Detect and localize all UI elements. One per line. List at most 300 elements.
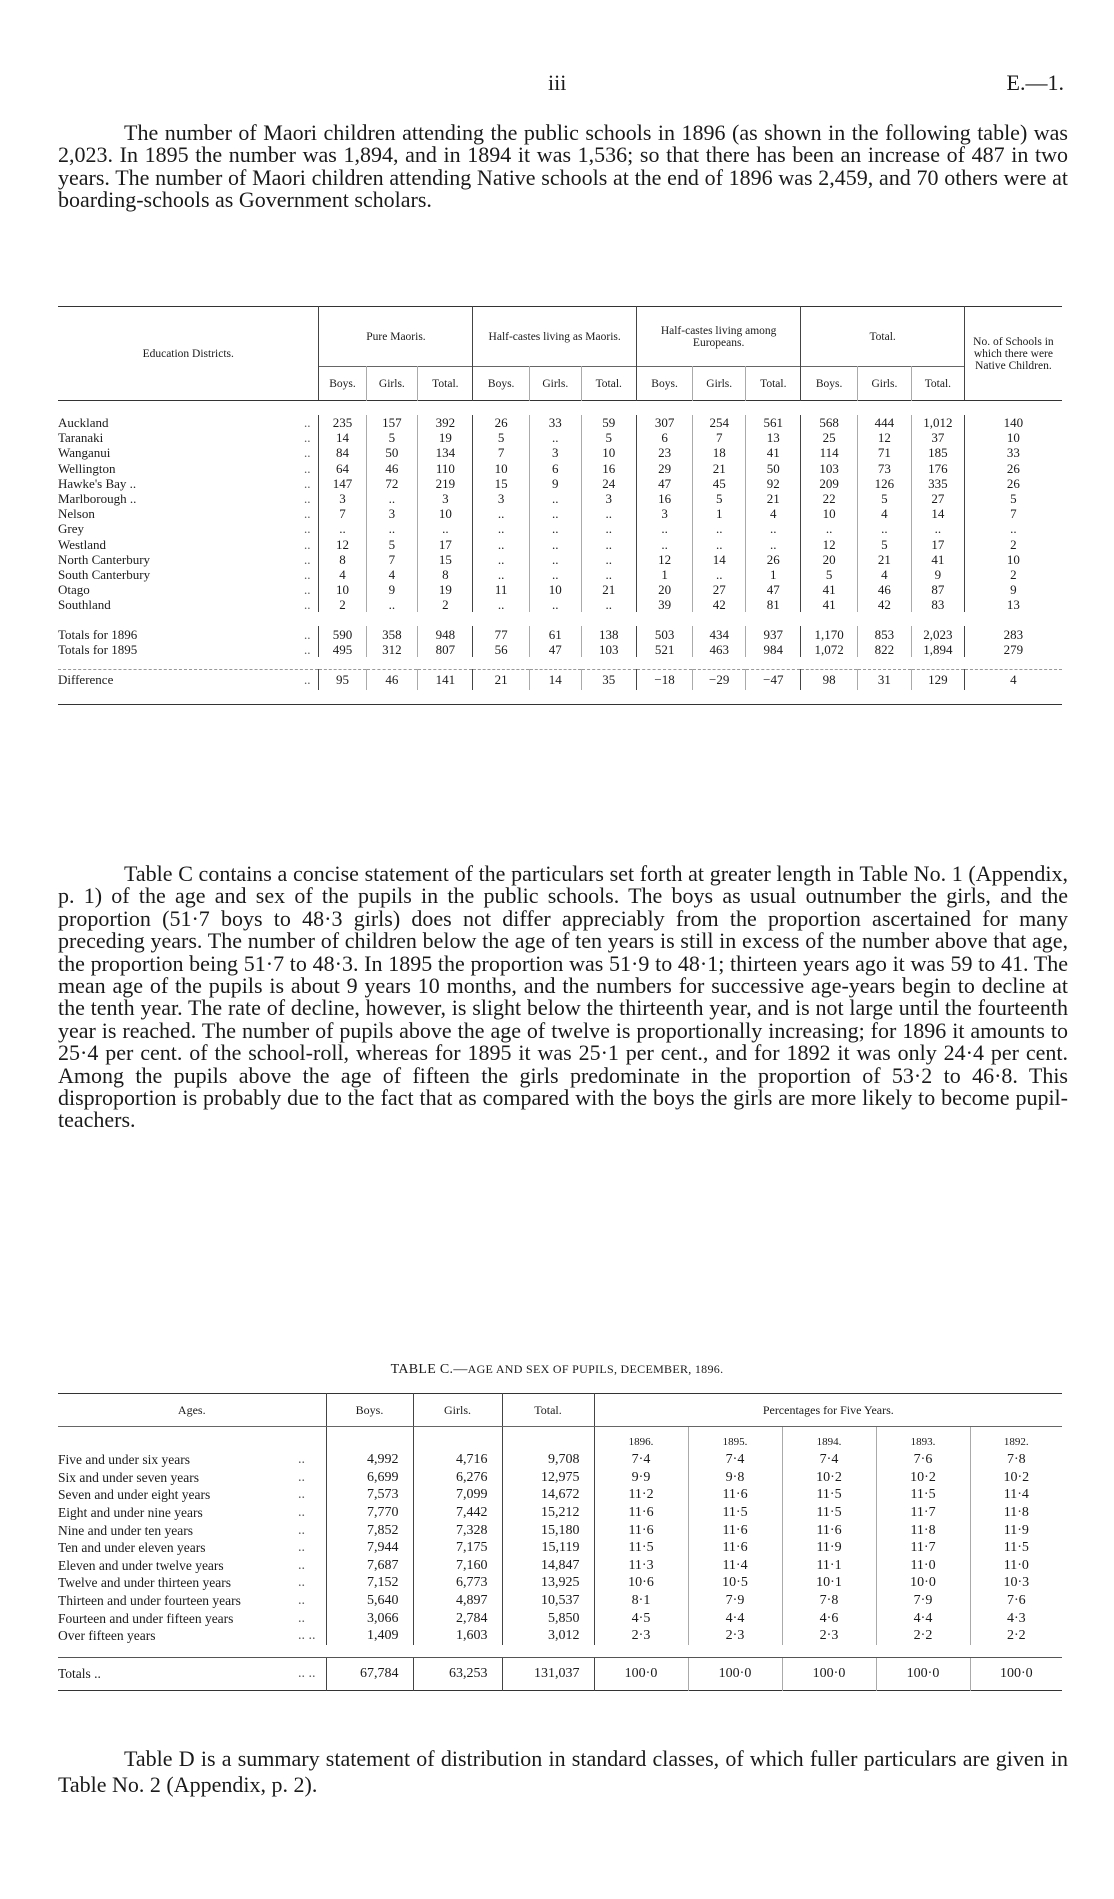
- cell: ..: [911, 521, 964, 536]
- cell: 14: [319, 430, 366, 445]
- boys-value: 7,770: [326, 1504, 413, 1522]
- table-row: [58, 1557, 1062, 1575]
- table-row: [58, 1609, 1062, 1627]
- cell: 235: [319, 415, 366, 430]
- paragraph-table-c-summary: Table C contains a concise statement of the particulars set forth at greater length in Table No. 1 (Appendix, p. 1) of the age and sex of the pupils in the public schools. The boys as usual outnumber the girls, and the proportion (51·7 boys to 48·3 girls) does not differ appreciably from the proportion ascertained for many preceding years. The number of children below the age of ten years is still in excess of the number above that age, the proportion being 51·7 to 48·3. In 1895 the proportion was 51·9 to 48·1; thirteen years ago it was 59 to 41. The mean age of the pupils is about 9 years 10 months, and the numbers for successive age-years begin to decline at the tenth year. The rate of decline, however, is slight below the thirteenth year, and is not large until the fourteenth year is reached. The number of pupils above the age of twelve is proportionally increasing; for 1896 it amounts to 25·4 per cent. of the school-roll, whereas for 1895 it was 25·1 per cent., and for 1892 it was only 24·4 per cent. Among the pupils above the age of fifteen the girls predominate in the proportion of 53·2 to 46·8. This disproportion is probably due to the fact that as compared with the boys the girls are more likely to become pupil-teachers.: [58, 861, 1068, 1133]
- cell: 219: [418, 476, 473, 491]
- district-name: Difference: [58, 672, 114, 688]
- leader-dots: ..: [303, 445, 311, 461]
- percentage-value: 7·4: [782, 1451, 876, 1469]
- boys-value: 3,066: [326, 1609, 413, 1627]
- cell: ..: [529, 552, 581, 567]
- year-label: 1894.: [782, 1427, 876, 1452]
- cell: 7: [319, 506, 366, 521]
- percentage-value: 11·6: [594, 1521, 688, 1539]
- table-c-caption: [0, 1362, 1114, 1378]
- cell: 50: [746, 461, 801, 476]
- cell: 4: [366, 567, 418, 582]
- age-label: Eleven and under twelve years: [58, 1557, 224, 1573]
- subheader-boys: Boys.: [636, 367, 692, 401]
- table-row: [58, 552, 1062, 567]
- cell: 18: [693, 445, 746, 460]
- cell: 14: [911, 506, 964, 521]
- cell: 1: [693, 506, 746, 521]
- cell: 59: [581, 415, 636, 430]
- cell: 2,023: [911, 626, 964, 641]
- girls-value: 1,603: [413, 1627, 502, 1645]
- cell: 948: [418, 626, 473, 641]
- cell: 10: [473, 461, 529, 476]
- cell: 503: [636, 626, 692, 641]
- difference-row: [58, 669, 1062, 690]
- leader-dots: ..: [303, 491, 311, 507]
- cell: 42: [857, 597, 911, 612]
- cell: ..: [366, 597, 418, 612]
- percentage-value: 2·3: [594, 1627, 688, 1645]
- percentage-value: 10·6: [594, 1574, 688, 1592]
- girls-value: 4,716: [413, 1451, 502, 1469]
- cell: ..: [581, 552, 636, 567]
- cell: 2: [319, 597, 366, 612]
- percentage-value: 11·9: [782, 1539, 876, 1557]
- cell: ..: [581, 567, 636, 582]
- leader-dots: ..: [298, 1505, 305, 1521]
- cell: 937: [746, 626, 801, 641]
- cell: 92: [746, 476, 801, 491]
- cell: 12: [319, 537, 366, 552]
- cell: 822: [857, 642, 911, 657]
- cell: 3: [636, 506, 692, 521]
- percentage-value: 7·4: [594, 1451, 688, 1469]
- percentage-value: 4·3: [970, 1609, 1062, 1627]
- percentage-value: 8·1: [594, 1592, 688, 1610]
- cell: 21: [857, 552, 911, 567]
- total-value: 14,847: [502, 1557, 594, 1575]
- col-education-districts: Education Districts.: [58, 307, 319, 401]
- table-row: [58, 1539, 1062, 1557]
- year-label: 1895.: [688, 1427, 782, 1452]
- age-label: Five and under six years: [58, 1452, 190, 1468]
- age-label: Twelve and under thirteen years: [58, 1575, 231, 1591]
- percentage-value: 9·8: [688, 1469, 782, 1487]
- percentage-value: 11·1: [782, 1557, 876, 1575]
- cell: 176: [911, 461, 964, 476]
- percentage-value: 11·4: [688, 1557, 782, 1575]
- percentage-value: 100·0: [688, 1657, 782, 1690]
- caption-title: AGE AND SEX OF PUPILS, DECEMBER, 1896.: [467, 1362, 724, 1376]
- cell: 19: [418, 582, 473, 597]
- cell: 9: [964, 582, 1062, 597]
- percentage-value: 11·6: [688, 1486, 782, 1504]
- year-label: 1896.: [594, 1427, 688, 1452]
- percentage-value: 10·0: [876, 1574, 970, 1592]
- cell: 41: [801, 582, 857, 597]
- percentage-value: 100·0: [876, 1657, 970, 1690]
- cell: 5: [857, 491, 911, 506]
- table-row: [58, 506, 1062, 521]
- cell: 110: [418, 461, 473, 476]
- subheader-boys: Boys.: [319, 367, 366, 401]
- total-value: 12,975: [502, 1469, 594, 1487]
- cell: 3: [473, 491, 529, 506]
- cell: 10: [319, 582, 366, 597]
- table-row: [58, 537, 1062, 552]
- leader-dots: ..: [303, 506, 311, 522]
- district-name: Totals for 1895: [58, 641, 138, 657]
- leader-dots: ..: [303, 415, 311, 431]
- cell: 10: [529, 582, 581, 597]
- leader-dots: ..: [298, 1487, 305, 1503]
- leader-dots: ..: [303, 597, 311, 613]
- percentage-value: 7·6: [970, 1592, 1062, 1610]
- cell: 5: [801, 567, 857, 582]
- table-row: [58, 582, 1062, 597]
- leader-dots: ..: [303, 626, 311, 642]
- boys-value: 7,573: [326, 1486, 413, 1504]
- percentage-value: 11·5: [782, 1504, 876, 1522]
- cell: 312: [366, 642, 418, 657]
- cell: −29: [693, 669, 746, 690]
- cell: ..: [529, 506, 581, 521]
- cell: 7: [366, 552, 418, 567]
- cell: 7: [473, 445, 529, 460]
- cell: 521: [636, 642, 692, 657]
- group-half-castes-maoris: Half-castes living as Maoris.: [473, 307, 636, 367]
- leader-dots: ..: [303, 551, 311, 567]
- cell: ..: [319, 521, 366, 536]
- cell: ..: [693, 567, 746, 582]
- table-row: [58, 1451, 1062, 1469]
- district-name: Totals for 1896: [58, 626, 138, 642]
- paragraph-table-d: Table D is a summary statement of distribution in standard classes, of which fuller particulars are given in Table No. 2 (Appendix, p. 2).: [58, 1746, 1068, 1797]
- cell: 27: [911, 491, 964, 506]
- percentage-value: 2·2: [876, 1627, 970, 1645]
- boys-value: 67,784: [326, 1657, 413, 1690]
- cell: 4: [964, 669, 1062, 690]
- age-label: Fourteen and under fifteen years: [58, 1610, 234, 1626]
- cell: 434: [693, 626, 746, 641]
- district-name: Westland: [58, 536, 107, 552]
- district-name: South Canterbury: [58, 566, 151, 582]
- cell: 5: [693, 491, 746, 506]
- cell: 4: [857, 506, 911, 521]
- subheader-boys: Boys.: [801, 367, 857, 401]
- percentage-value: 11·2: [594, 1486, 688, 1504]
- percentage-value: 11·5: [594, 1539, 688, 1557]
- table-c-age-and-sex: [58, 1393, 1062, 1691]
- subheader-total: Total.: [581, 367, 636, 401]
- cell: 25: [801, 430, 857, 445]
- leader-dots: ..: [298, 1452, 305, 1468]
- percentage-value: 2·3: [688, 1627, 782, 1645]
- cell: 4: [746, 506, 801, 521]
- percentage-value: 2·3: [782, 1627, 876, 1645]
- cell: 61: [529, 626, 581, 641]
- percentage-value: 7·9: [876, 1592, 970, 1610]
- age-label: Totals ..: [58, 1657, 298, 1690]
- boys-value: 1,409: [326, 1627, 413, 1645]
- cell: 21: [581, 582, 636, 597]
- cell: 35: [581, 669, 636, 690]
- cell: 46: [366, 461, 418, 476]
- cell: 26: [473, 415, 529, 430]
- cell: 12: [636, 552, 692, 567]
- cell: 31: [857, 669, 911, 690]
- col-total: Total.: [502, 1394, 594, 1427]
- district-name: Otago: [58, 582, 90, 598]
- percentage-value: 10·2: [876, 1469, 970, 1487]
- leader-dots: ..: [298, 1610, 305, 1626]
- cell: 279: [964, 642, 1062, 657]
- percentage-value: 11·4: [970, 1486, 1062, 1504]
- total-value: 3,012: [502, 1627, 594, 1645]
- girls-value: 2,784: [413, 1609, 502, 1627]
- cell: 283: [964, 626, 1062, 641]
- cell: 5: [964, 491, 1062, 506]
- percentage-value: 11·6: [688, 1539, 782, 1557]
- cell: 463: [693, 642, 746, 657]
- cell: ..: [529, 537, 581, 552]
- cell: 1,012: [911, 415, 964, 430]
- cell: ..: [529, 597, 581, 612]
- totals-row: [58, 626, 1062, 641]
- cell: 209: [801, 476, 857, 491]
- percentage-value: 4·4: [688, 1609, 782, 1627]
- cell: 984: [746, 642, 801, 657]
- cell: 11: [473, 582, 529, 597]
- cell: ..: [693, 537, 746, 552]
- cell: 21: [473, 669, 529, 690]
- table-row: [58, 430, 1062, 445]
- cell: 37: [911, 430, 964, 445]
- cell: 26: [964, 476, 1062, 491]
- district-name: Hawke's Bay ..: [58, 475, 137, 491]
- cell: 45: [693, 476, 746, 491]
- cell: 8: [319, 552, 366, 567]
- cell: 46: [366, 669, 418, 690]
- col-boys: Boys.: [326, 1394, 413, 1427]
- subheader-boys: Boys.: [473, 367, 529, 401]
- cell: 103: [581, 642, 636, 657]
- cell: 26: [964, 461, 1062, 476]
- cell: ..: [473, 537, 529, 552]
- cell: 72: [366, 476, 418, 491]
- age-label: Over fifteen years: [58, 1628, 156, 1644]
- cell: 14: [693, 552, 746, 567]
- cell: ..: [529, 430, 581, 445]
- cell: 15: [418, 552, 473, 567]
- maori-children-table: [58, 306, 1062, 705]
- district-name: Wanganui: [58, 445, 111, 461]
- cell: 5: [581, 430, 636, 445]
- percentage-value: 11·5: [782, 1486, 876, 1504]
- year-header-row: [58, 1427, 1062, 1452]
- cell: 33: [529, 415, 581, 430]
- district-name: Wellington: [58, 460, 116, 476]
- cell: 21: [693, 461, 746, 476]
- cell: ..: [746, 521, 801, 536]
- cell: ..: [581, 521, 636, 536]
- cell: 19: [418, 430, 473, 445]
- document-reference: E.—1.: [1006, 70, 1064, 95]
- leader-dots: ..: [298, 1522, 305, 1538]
- cell: 3: [418, 491, 473, 506]
- cell: 8: [418, 567, 473, 582]
- cell: ..: [529, 491, 581, 506]
- cell: ..: [366, 521, 418, 536]
- cell: ..: [473, 567, 529, 582]
- year-label: 1892.: [970, 1427, 1062, 1452]
- leader-dots: ..: [303, 566, 311, 582]
- cell: ..: [693, 521, 746, 536]
- cell: 3: [581, 491, 636, 506]
- percentage-value: 11·5: [876, 1486, 970, 1504]
- table-row: [58, 461, 1062, 476]
- percentage-value: 11·0: [876, 1557, 970, 1575]
- total-value: 15,119: [502, 1539, 594, 1557]
- table-row: [58, 491, 1062, 506]
- cell: 392: [418, 415, 473, 430]
- percentage-value: 11·5: [970, 1539, 1062, 1557]
- leader-dots: ..: [298, 1575, 305, 1591]
- cell: 98: [801, 669, 857, 690]
- leader-dots: ..: [298, 1469, 305, 1485]
- cell: −47: [746, 669, 801, 690]
- cell: 4: [319, 567, 366, 582]
- cell: 1,072: [801, 642, 857, 657]
- cell: ..: [581, 537, 636, 552]
- subheader-total: Total.: [418, 367, 473, 401]
- district-name: North Canterbury: [58, 551, 151, 567]
- percentage-value: 10·2: [782, 1469, 876, 1487]
- table-row: [58, 415, 1062, 430]
- table-row: [58, 1521, 1062, 1539]
- percentage-value: 4·4: [876, 1609, 970, 1627]
- percentage-value: 4·5: [594, 1609, 688, 1627]
- cell: 114: [801, 445, 857, 460]
- cell: 10: [964, 430, 1062, 445]
- cell: 2: [964, 537, 1062, 552]
- percentage-value: 11·6: [782, 1521, 876, 1539]
- boys-value: 7,152: [326, 1574, 413, 1592]
- percentage-value: 4·6: [782, 1609, 876, 1627]
- percentage-value: 10·3: [970, 1574, 1062, 1592]
- caption-prefix: TABLE C.—: [390, 1362, 468, 1377]
- cell: 5: [366, 537, 418, 552]
- cell: 129: [911, 669, 964, 690]
- percentage-value: 11·7: [876, 1539, 970, 1557]
- leader-dots: ..: [303, 521, 311, 537]
- cell: ..: [473, 552, 529, 567]
- cell: 1: [636, 567, 692, 582]
- cell: 134: [418, 445, 473, 460]
- cell: 495: [319, 642, 366, 657]
- cell: 9: [529, 476, 581, 491]
- cell: 6: [529, 461, 581, 476]
- cell: ..: [529, 567, 581, 582]
- cell: ..: [746, 537, 801, 552]
- cell: 22: [801, 491, 857, 506]
- group-pure-maoris: Pure Maoris.: [319, 307, 473, 367]
- cell: 83: [911, 597, 964, 612]
- cell: 87: [911, 582, 964, 597]
- girls-value: 7,442: [413, 1504, 502, 1522]
- table-row: [58, 476, 1062, 491]
- cell: 41: [801, 597, 857, 612]
- cell: 5: [857, 537, 911, 552]
- percentage-value: 7·9: [688, 1592, 782, 1610]
- cell: 10: [581, 445, 636, 460]
- cell: 1: [746, 567, 801, 582]
- girls-value: 63,253: [413, 1657, 502, 1690]
- cell: 853: [857, 626, 911, 641]
- subheader-total: Total.: [911, 367, 964, 401]
- cell: ..: [473, 521, 529, 536]
- cell: 10: [801, 506, 857, 521]
- girls-value: 7,160: [413, 1557, 502, 1575]
- cell: 71: [857, 445, 911, 460]
- total-value: 15,212: [502, 1504, 594, 1522]
- table-row: [58, 597, 1062, 612]
- age-label: Six and under seven years: [58, 1469, 199, 1485]
- subheader-girls: Girls.: [857, 367, 911, 401]
- cell: 33: [964, 445, 1062, 460]
- percentage-value: 7·4: [688, 1451, 782, 1469]
- cell: 14: [529, 669, 581, 690]
- cell: ..: [473, 506, 529, 521]
- totals-row: [58, 642, 1062, 657]
- district-name: Southland: [58, 597, 111, 613]
- cell: 47: [636, 476, 692, 491]
- cell: 39: [636, 597, 692, 612]
- col-ages: Ages.: [58, 1394, 326, 1427]
- cell: ..: [636, 537, 692, 552]
- total-value: 15,180: [502, 1521, 594, 1539]
- percentage-value: 11·7: [876, 1504, 970, 1522]
- table-row: [58, 567, 1062, 582]
- cell: 47: [529, 642, 581, 657]
- total-value: 14,672: [502, 1486, 594, 1504]
- percentage-value: 7·8: [970, 1451, 1062, 1469]
- boys-value: 7,687: [326, 1557, 413, 1575]
- percentage-value: 7·6: [876, 1451, 970, 1469]
- cell: ..: [581, 506, 636, 521]
- boys-value: 5,640: [326, 1592, 413, 1610]
- table-row: [58, 1627, 1062, 1645]
- cell: ..: [581, 597, 636, 612]
- total-value: 5,850: [502, 1609, 594, 1627]
- cell: 27: [693, 582, 746, 597]
- page-header: [0, 70, 1114, 100]
- cell: 10: [964, 552, 1062, 567]
- cell: 807: [418, 642, 473, 657]
- cell: 7: [964, 506, 1062, 521]
- totals-row: [58, 1657, 1062, 1690]
- cell: 13: [746, 430, 801, 445]
- percentage-value: 10·2: [970, 1469, 1062, 1487]
- cell: 5: [366, 430, 418, 445]
- leader-dots: .. ..: [298, 1657, 326, 1690]
- girls-value: 6,773: [413, 1574, 502, 1592]
- cell: 3: [529, 445, 581, 460]
- cell: 103: [801, 461, 857, 476]
- table-row: [58, 1504, 1062, 1522]
- cell: 84: [319, 445, 366, 460]
- percentage-value: 10·1: [782, 1574, 876, 1592]
- cell: 41: [746, 445, 801, 460]
- cell: 50: [366, 445, 418, 460]
- leader-dots: ..: [303, 641, 311, 657]
